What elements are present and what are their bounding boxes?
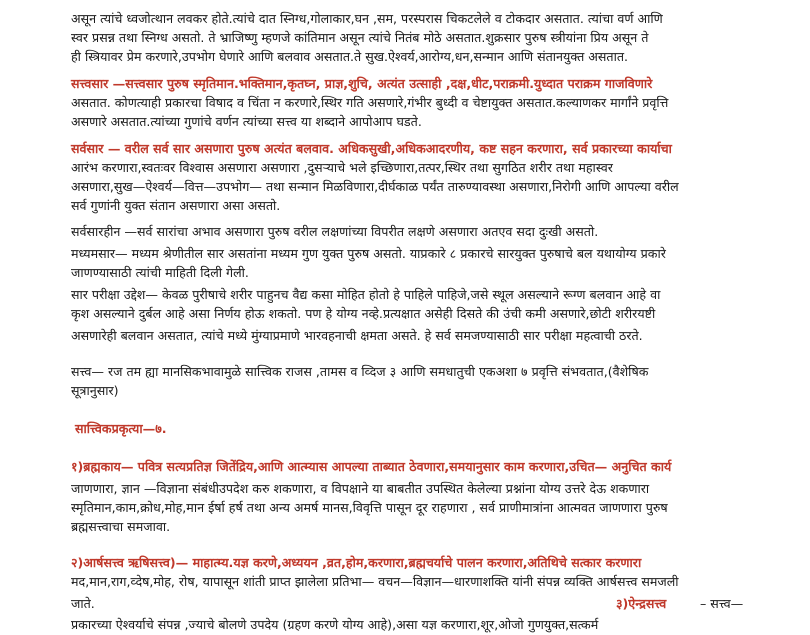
section-brahmakaya: १)ब्रह्मकाय— पवित्र सत्यप्रतिज्ञ जितेंद्रिय,आणि आत्म्यास आपल्या ताब्यात ठेवणारा,समयानुसार काम करणारा,उचित— अनुचित कार्य (71, 459, 672, 474)
text-line: ब्रह्मसत्त्वाचा समजावा. (71, 519, 171, 534)
text-line: कृश असल्याने दुर्बल आहे असा निर्णय होऊ शकतो. पण हे योग्य नव्हे.प्रत्यक्षात असेही दिसते की उंची कमी असणारे,छोटी शरीरयष्टी (71, 306, 656, 321)
text-line: स्वर प्रसन्न तथा स्निग्ध असतो. ते भ्राजिष्णु म्हणजे कांतिमान असून त्यांचे नितंब मोठे असतात.शुक्रसार पुरुष स्त्रीयांना प्रिय असून ते (71, 30, 649, 45)
text-line: सार परीक्षा उद्देश— केवळ पुरीषाचे शरीर पाहुनच वैद्य कसा मोहित होतो हे पाहिले पाहिजे,जसे स्थूल असल्याने रूग्ण बलवान आहे वा (71, 287, 661, 302)
text-line: असून त्यांचे ध्वजोत्थान लवकर होते.त्यांचे दात स्निग्ध,गोलाकार,घन ,सम, परस्परास चिकटलेले व टोकदार असतात. त्यांचा वर्ण आणि (71, 11, 663, 26)
text-line: ही स्त्रियावर प्रेम करणारे,उपभोग घेणारे आणि बलवाव असतात.ते सुख.ऐश्वर्य,आरोग्य,धन,सन्मान आणि संतानयुक्त असतात. (71, 49, 629, 64)
section-sarvasara: सर्वसार — वरील सर्व सार असणारा पुरुष अत्यंत बलवाव. अधिकसुखी,अधिकआदरणीय, कष्ट सहन करणारा, सर्व प्रकारच्या कार्याचा (71, 141, 672, 156)
text-line: सूत्रानुसार) (71, 383, 119, 398)
text-line: सर्व गुणांनी युक्त संतान असणारा असा असतो. (71, 198, 281, 213)
text-line: मध्यमसार— मध्यम श्रेणीतील सार असतांना मध्यम गुण युक्त पुरुष असतो. याप्रकारे ८ प्रकारचे सारयुक्त पुरुषाचे बल यथायोग्य प्रकारे (71, 246, 666, 261)
section-aindrasattva: ३)ऐन्द्रसत्त्व (616, 596, 667, 611)
text-line: स्मृतिमान,काम,क्रोध,मोह,मान ईर्षा हर्ष तथा अन्य अमर्ष मानस,विवृत्ति पासून दूर राहणारा , सर्व प्राणीमात्रांना आत्मवत जाणणारा पुरुष (71, 500, 668, 515)
text-line: मद,मान,राग,व्देष,मोह, रोष, यापासून शांती प्राप्त झालेला प्रतिभा— वचन—विज्ञान—धारणाशक्ति यांनी संपन्न व्यक्ति आर्षसत्त्व समजली (71, 574, 679, 589)
text-line: प्रकारच्या ऐश्वर्याचे संपन्न ,ज्याचे बोलणे उपदेय (ग्रहण करणे योग्य आहे),असा यज्ञ करणारा,शूर,ओजो गुणयुक्त,सत्कर्म (71, 617, 599, 632)
text-line: जाते. (71, 596, 95, 611)
section-sattvasara: सत्त्वसार —सत्त्वसार पुरुष स्मृतिमान.भक्तिमान,कृतघ्न, प्राज्ञ,शुचि, अत्यंत उत्साही ,दक्ष,धीट,पराक्रमी.युध्दात पराक्रम गाजविणारे (71, 76, 653, 91)
section-arshasattva: २)आर्षसत्त्व ऋषिसत्त्व)— माहात्म्य.यज्ञ करणे,अध्ययन ,व्रत,होम,करणारा,ब्रह्मचर्याचे पालन करणारा,अतिथिचे सत्कार करणारा (71, 555, 642, 570)
text-line: असणारे असतात.त्यांच्या गुणांचे वर्णन त्यांच्या सत्त्व या शब्दाने आपोआप घडते. (71, 114, 422, 129)
text-line: असणारा,सुख—ऐश्वर्य—वित्त—उपभोग— तथा सन्मान मिळविणारा,दीर्घकाळ पर्यंत तारुण्यावस्था असणारा,निरोगी आणि आपल्या वरील (71, 179, 679, 194)
text-line: आरंभ करणारा,स्वतःवर विश्वास असणारा असणारा ,दुसऱ्याचे भले इच्छिणारा,तत्पर,स्थिर तथा सुगठित शरीर तथा महास्वर (71, 160, 613, 175)
text-line: असतात. कोणत्याही प्रकारचा विषाद व चिंता न करणारे,स्थिर गति असणारे,गंभीर बुध्दी व चेष्टायुक्त असतात.कल्याणकर मार्गांने प्रवृत्ति (71, 95, 669, 110)
text-line: सत्त्व— रज तम ह्या मानसिकभावामुळे सात्त्विक राजस ,तामस व व्दिज ३ आणि समधातुची एकअशा ७ प्रवृत्ति संभवतात,(वैशेषिक (71, 364, 649, 379)
text-line: जाणण्यासाठी त्यांची माहिती दिली गेली. (71, 265, 249, 280)
text-line: सर्वसारहीन —सर्व सारांचा अभाव असणारा पुरुष वरील लक्षणांच्या विपरीत लक्षणे असणारा अतएव सदा दुःखी असतो. (71, 224, 599, 239)
heading-sattvik-prakriti: सात्त्विकप्रकृत्या—७. (75, 421, 167, 436)
text-line: – सत्त्व— (700, 596, 744, 611)
text-line: असणारेही बलवान असतात, त्यांचे मध्ये मुंग्याप्रमाणे भारवहनाची क्षमता असते. हे सर्व समजण्यासाठी सार परीक्षा महत्वाची ठरते. (71, 328, 643, 343)
text-line: जाणणारा, ज्ञान —विज्ञाना संबंधीउपदेश करु शकणारा, व विपक्षाने या बाबतीत उपस्थित केलेल्या प्रश्नांना योग्य उत्तरे देऊ शकणारा (71, 481, 650, 496)
